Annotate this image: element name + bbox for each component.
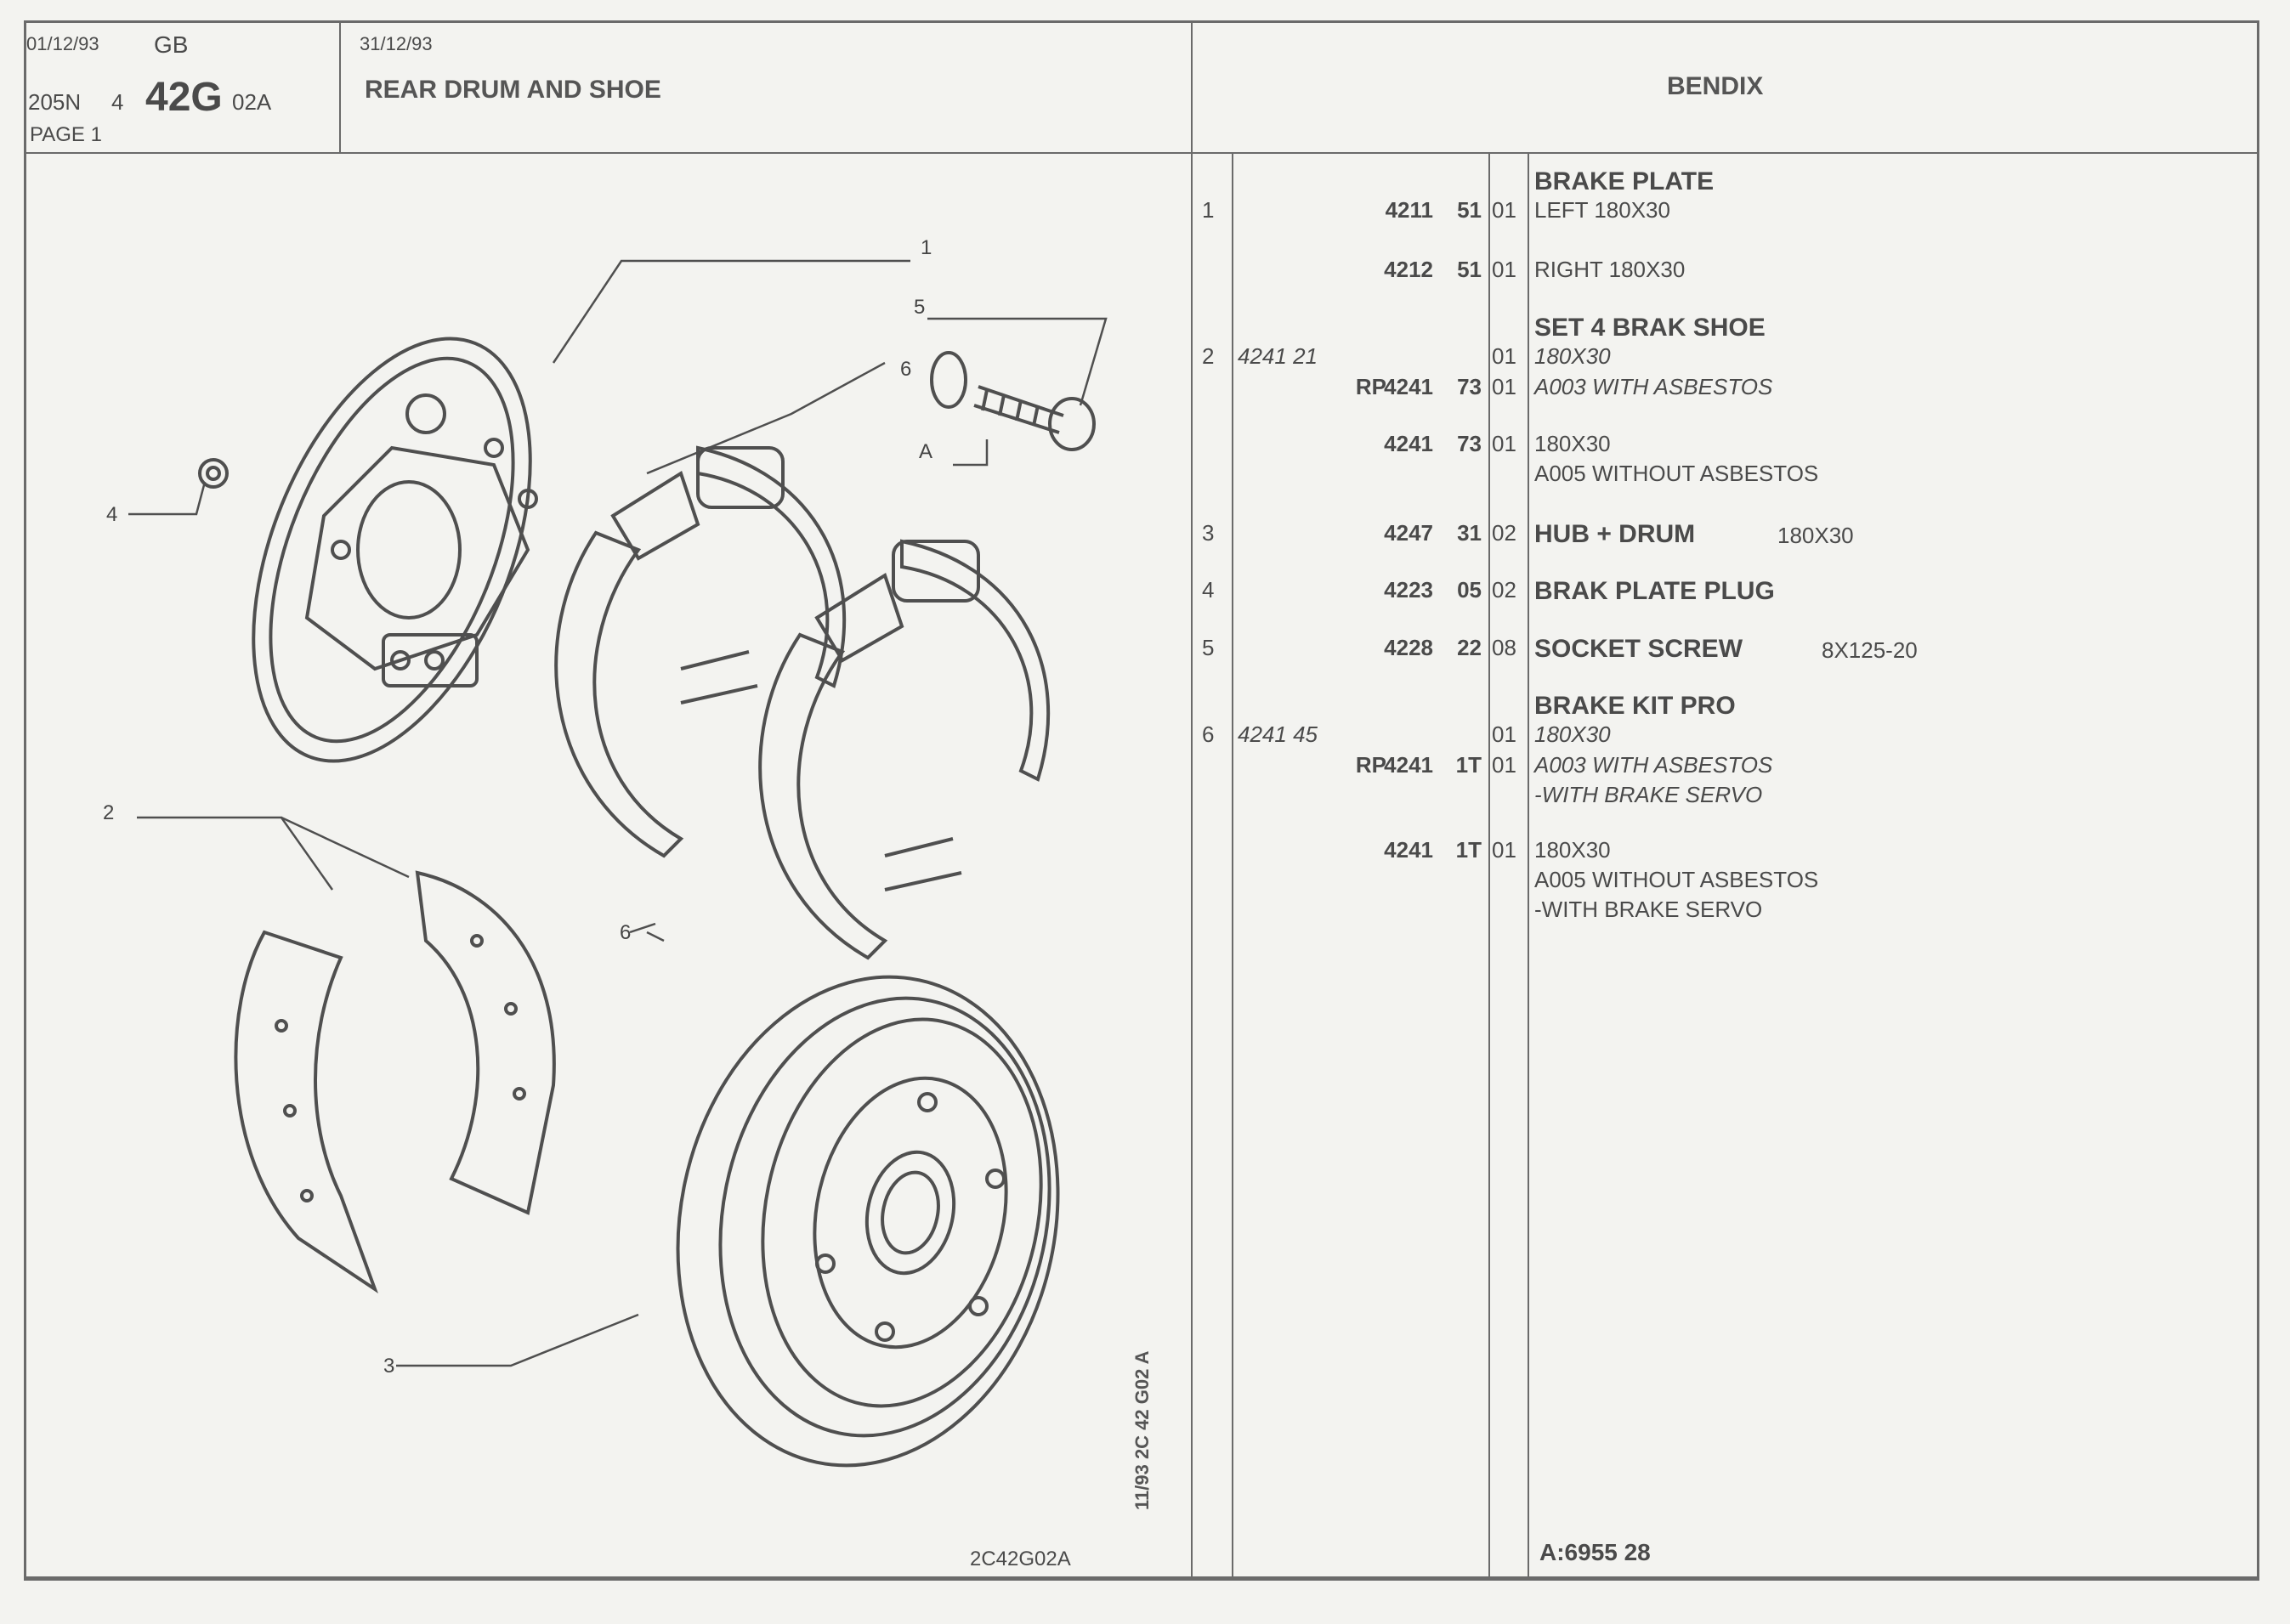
row-ref: 3 (1202, 520, 1215, 546)
vertical-code: 11/93 2C 42 G02 A (1131, 1350, 1153, 1510)
row-description: BRAK PLATE PLUG (1534, 577, 1775, 605)
row-part: 4247 (1384, 520, 1433, 546)
header-divider-1 (339, 23, 341, 152)
row-part: 4223 (1384, 577, 1433, 603)
row-description: -WITH BRAKE SERVO (1534, 897, 1763, 922)
row-suffix: 1T (1455, 837, 1482, 863)
row-qty: 01 (1492, 837, 1516, 863)
exploded-drawing (52, 193, 1199, 1587)
header-page: PAGE 1 (30, 123, 102, 146)
header-lang: GB (154, 31, 189, 58)
row-qty: 01 (1492, 721, 1516, 747)
row-description: 180X30 (1534, 431, 1611, 456)
header-section: 42G (145, 75, 223, 120)
row-description-size: 8X125-20 (1822, 637, 1918, 663)
leader-lines (128, 261, 1106, 1366)
row-description: 180X30 (1534, 343, 1611, 369)
row-part: 4241 (1384, 837, 1433, 863)
row-description: A003 WITH ASBESTOS (1534, 374, 1773, 399)
table-divider-desc (1528, 152, 1529, 1578)
row-description: LEFT 180X30 (1534, 197, 1670, 223)
row-ref: 1 (1202, 197, 1215, 223)
callout-3: 3 (383, 1355, 395, 1378)
row-description: 180X30 (1534, 837, 1611, 863)
hub-drum-illustration (634, 942, 1102, 1502)
shoe-assembly-right-illustration (760, 541, 1048, 958)
table-divider-qty (1488, 152, 1490, 1578)
row-part: 4211 (1385, 197, 1433, 223)
row-suffix: 31 (1457, 520, 1482, 546)
row-part: 4228 (1384, 635, 1433, 660)
header-date-from: 01/12/93 (26, 33, 99, 54)
row-description: A005 WITHOUT ASBESTOS (1534, 867, 1819, 892)
parts-sheet (24, 20, 2259, 1581)
callout-5: 5 (914, 296, 926, 319)
row-qty: 02 (1492, 520, 1516, 546)
row-suffix: 51 (1457, 257, 1482, 282)
row-qty: 01 (1492, 197, 1516, 223)
row-ref: 4 (1202, 577, 1215, 603)
row-description: -WITH BRAKE SERVO (1534, 782, 1763, 807)
row-part: 4241 (1384, 431, 1433, 456)
table-divider-ref (1232, 152, 1233, 1578)
header-group: 4 (111, 89, 124, 115)
header-sheet: 02A (232, 89, 272, 115)
row-ref: 6 (1202, 721, 1215, 747)
row-description-size: 180X30 (1777, 523, 1854, 548)
row-suffix: 22 (1457, 635, 1482, 660)
row-description: RIGHT 180X30 (1534, 257, 1686, 282)
row-description: SET 4 BRAK SHOE (1534, 314, 1766, 342)
header-model: 205N (28, 89, 82, 115)
maker-label: BENDIX (1667, 72, 1764, 100)
row-description: 180X30 (1534, 721, 1611, 747)
row-qty: 01 (1492, 343, 1516, 369)
row-description: HUB + DRUM (1534, 520, 1696, 548)
row-rp: RP (1355, 374, 1386, 399)
row-rp: RP (1355, 752, 1386, 778)
row-qty: 01 (1492, 752, 1516, 778)
socket-screw-illustration (932, 353, 1094, 450)
page-title: REAR DRUM AND SHOE (365, 76, 661, 104)
callout-1: 1 (921, 236, 932, 259)
callout-6-upper: 6 (900, 358, 912, 381)
row-ref: 5 (1202, 635, 1215, 660)
header-bottom-rule (26, 152, 2257, 154)
row-alt-part: 4241 45 (1238, 721, 1318, 747)
callout-2: 2 (103, 801, 115, 824)
header-date-to: 31/12/93 (360, 33, 433, 54)
row-qty: 02 (1492, 577, 1516, 603)
row-suffix: 1T (1455, 752, 1482, 778)
brake-shoes-illustration (235, 873, 553, 1289)
row-qty: 08 (1492, 635, 1516, 660)
row-ref: 2 (1202, 343, 1215, 369)
row-description: A005 WITHOUT ASBESTOS (1534, 461, 1819, 486)
row-description: BRAKE KIT PRO (1534, 692, 1736, 720)
drawing-code: 2C42G02A (970, 1548, 1071, 1570)
row-suffix: 73 (1457, 431, 1482, 456)
row-qty: 01 (1492, 374, 1516, 399)
row-part: 4241 (1384, 752, 1433, 778)
footer-code: A:6955 28 (1539, 1539, 1651, 1565)
brake-plate-illustration (198, 299, 586, 801)
row-qty: 01 (1492, 257, 1516, 282)
row-description: BRAKE PLATE (1534, 167, 1715, 195)
row-alt-part: 4241 21 (1238, 343, 1318, 369)
row-description: SOCKET SCREW (1534, 635, 1743, 663)
callout-a: A (919, 440, 933, 463)
shoe-assembly-left-illustration (556, 448, 844, 856)
row-part: 4212 (1384, 257, 1433, 282)
row-suffix: 73 (1457, 374, 1482, 399)
row-part: 4241 (1384, 374, 1433, 399)
row-suffix: 51 (1457, 197, 1482, 223)
row-description: A003 WITH ASBESTOS (1534, 752, 1773, 778)
callout-4: 4 (106, 503, 118, 526)
callout-6-lower: 6 (620, 921, 632, 944)
row-suffix: 05 (1457, 577, 1482, 603)
row-qty: 01 (1492, 431, 1516, 456)
